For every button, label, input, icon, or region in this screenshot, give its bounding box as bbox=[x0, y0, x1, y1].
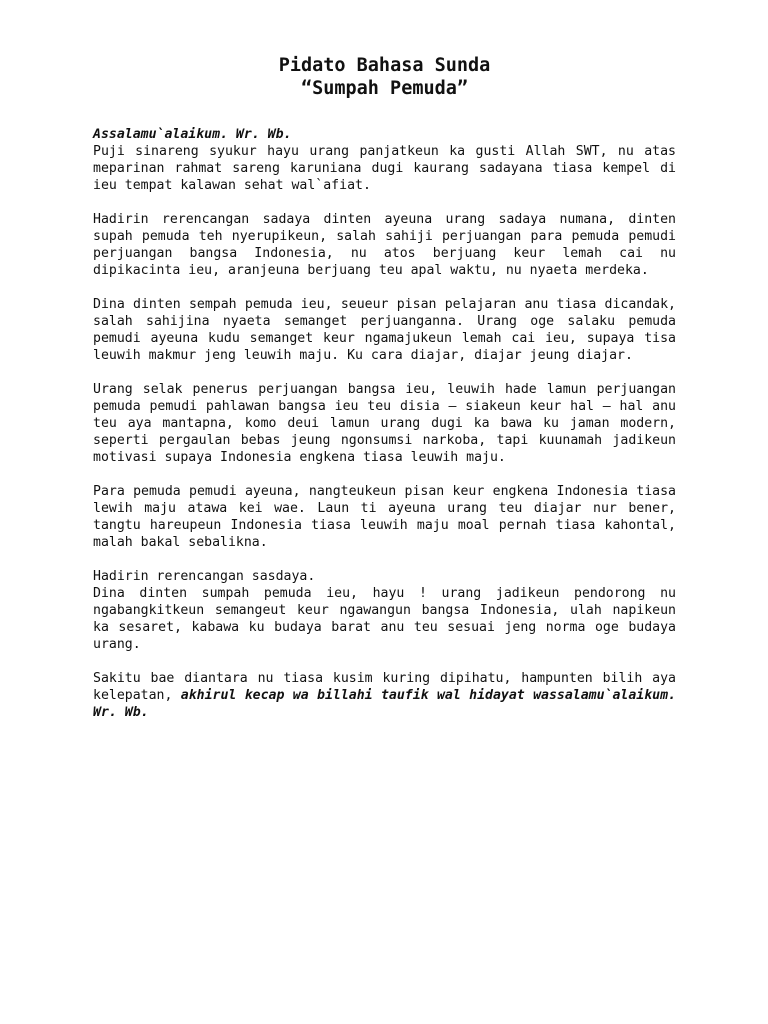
paragraph-6-opening: Hadirin rerencangan sasdaya. bbox=[93, 569, 316, 584]
closing-text: Sakitu bae diantara nu tiasa kusim kuring dipihatu, hampunten bilih aya kelepatan, bbox=[93, 671, 676, 703]
page-title: Pidato Bahasa Sunda bbox=[278, 55, 491, 76]
paragraph-4: Urang selak penerus perjuangan bangsa ieu, leuwih hade lamun perjuangan pemuda pemudi pahlawan bangsa ieu teu disia – siakeun keur hal – hal anu teu aya mantapna, komo deui lamun urang dugi ka bawa ku jaman modern, seperti pergaulan bebas jeung ngonsumsi narkoba, tapi kuunamah jadikeun motivasi supaya Indonesia engkena tiasa leuwih maju. bbox=[93, 382, 676, 465]
closing-paragraph bbox=[93, 670, 676, 721]
paragraph-6 bbox=[93, 568, 676, 653]
greeting: Assalamu`alaikum. Wr. Wb. bbox=[93, 127, 292, 142]
paragraph-3: Dina dinten sempah pemuda ieu, seueur pisan pelajaran anu tiasa dicandak, salah sahijina nyaeta semanget perjuanganna. Urang oge salaku pemuda pemudi ayeuna kudu semanget keur ngamajukeun lemah cai ieu, supaya tisa leuwih makmur jeng leuwih maju. Ku cara diajar, diajar jeung diajar. bbox=[93, 297, 676, 363]
speech-body bbox=[93, 126, 676, 721]
closing-salutation: akhirul kecap wa billahi taufik wal hidayat wassalamu`alaikum. Wr. Wb. bbox=[93, 688, 676, 720]
opening-text: Puji sinareng syukur hayu urang panjatkeun ka gusti Allah SWT, nu atas meparinan rahmat sareng karuniana dugi kaurang sadayana tiasa kempel di ieu tempat kalawan sehat wal`afiat. bbox=[93, 144, 676, 193]
paragraph-2: Hadirin rerencangan sadaya dinten ayeuna urang sadaya numana, dinten supah pemuda teh nyerupikeun, salah sahiji perjuangan para pemuda pemudi perjuangan bangsa Indonesia, nu atos berjuang keur lemah cai nu dipikacinta ieu, aranjeuna berjuang teu apal waktu, nu nyaeta merdeka. bbox=[93, 212, 676, 278]
paragraph-5: Para pemuda pemudi ayeuna, nangteukeun pisan keur engkena Indonesia tiasa lewih maju atawa kei wae. Laun ti ayeuna urang teu diajar nur bener, tangtu hareupeun Indonesia tiasa leuwih maju moal pernah tiasa kahontal, malah bakal sebalikna. bbox=[93, 484, 676, 550]
opening-paragraph bbox=[93, 126, 676, 194]
page-subtitle: “Sumpah Pemuda” bbox=[300, 78, 469, 99]
paragraph-6-text: Dina dinten sumpah pemuda ieu, hayu ! urang jadikeun pendorong nu ngabangkitkeun semangeut keur ngawangun bangsa Indonesia, ulah napikeun ka sesaret, kabawa ku budaya barat anu teu sesuai jeng norma oge budaya urang. bbox=[93, 586, 676, 652]
